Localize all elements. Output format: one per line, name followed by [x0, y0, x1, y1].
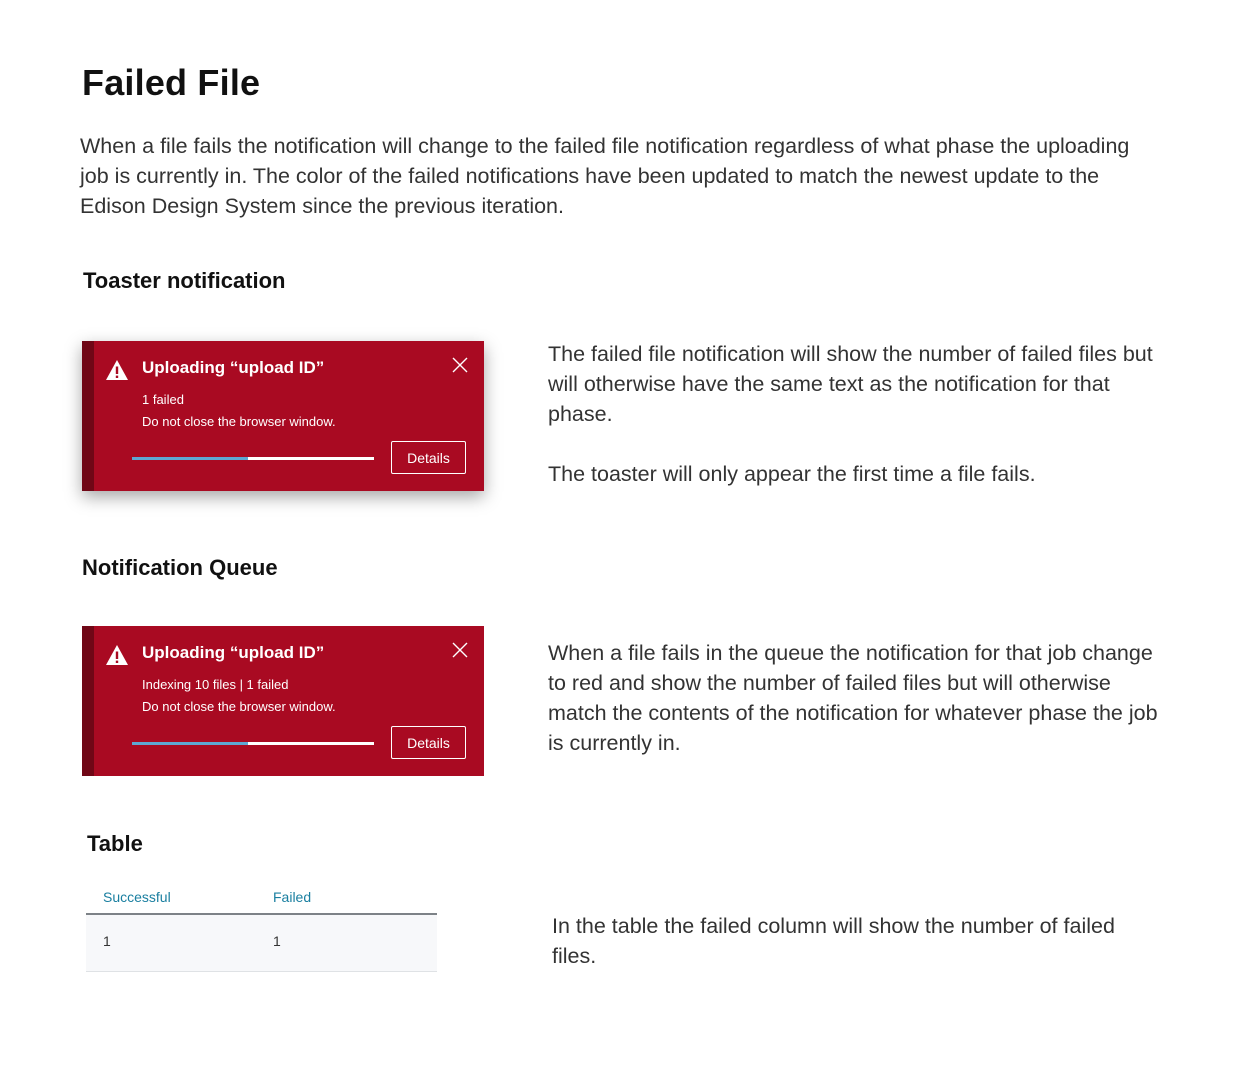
details-button[interactable]: Details — [391, 441, 466, 474]
intro-text: When a file fails the notification will change to the failed file notification regardless of what phase the uploading job is currently in. The color of the failed notifications have been updated to match the newest update to the Edison Design System since the previous iteration. — [80, 134, 1130, 218]
table-description: In the table the failed column will show the number of failed files. — [552, 914, 1115, 968]
column-header-failed[interactable]: Failed — [273, 889, 312, 905]
table-row — [86, 915, 437, 972]
warning-icon — [105, 359, 129, 381]
cell-successful: 1 — [103, 933, 111, 949]
notification-stripe — [82, 341, 94, 491]
progress-bar — [132, 742, 374, 745]
toaster-heading: Toaster notification — [83, 268, 286, 293]
toaster-notification — [82, 341, 484, 491]
toaster-description — [548, 339, 1178, 489]
toaster-description-paragraph: The toaster will only appear the first time a file fails. — [548, 462, 1036, 486]
progress-bar-fill — [132, 742, 248, 745]
close-icon[interactable] — [452, 642, 468, 658]
queue-notification — [82, 626, 484, 776]
queue-description: When a file fails in the queue the notification for that job change to red and show the number of failed files but will otherwise match the contents of the notification for whatever phase the job is currently in. — [548, 641, 1158, 755]
close-icon[interactable] — [452, 357, 468, 373]
notification-warning-text: Do not close the browser window. — [142, 414, 336, 429]
page-title: Failed File — [82, 62, 261, 103]
table-heading: Table — [87, 831, 143, 856]
toaster-description-paragraph: The failed file notification will show the number of failed files but will otherwise have the same text as the notification for that phase. — [548, 342, 1153, 426]
notification-status: 1 failed — [142, 392, 184, 407]
notification-stripe — [82, 626, 94, 776]
details-button[interactable]: Details — [391, 726, 466, 759]
warning-icon — [105, 644, 129, 666]
notification-title: Uploading “upload ID” — [142, 358, 325, 377]
table-header-row — [86, 883, 437, 915]
files-table — [86, 883, 437, 972]
cell-failed: 1 — [273, 933, 281, 949]
queue-heading: Notification Queue — [82, 555, 278, 580]
progress-bar — [132, 457, 374, 460]
notification-title: Uploading “upload ID” — [142, 643, 325, 662]
notification-warning-text: Do not close the browser window. — [142, 699, 336, 714]
notification-status: Indexing 10 files | 1 failed — [142, 677, 289, 692]
column-header-successful[interactable]: Successful — [103, 889, 171, 905]
progress-bar-fill — [132, 457, 248, 460]
